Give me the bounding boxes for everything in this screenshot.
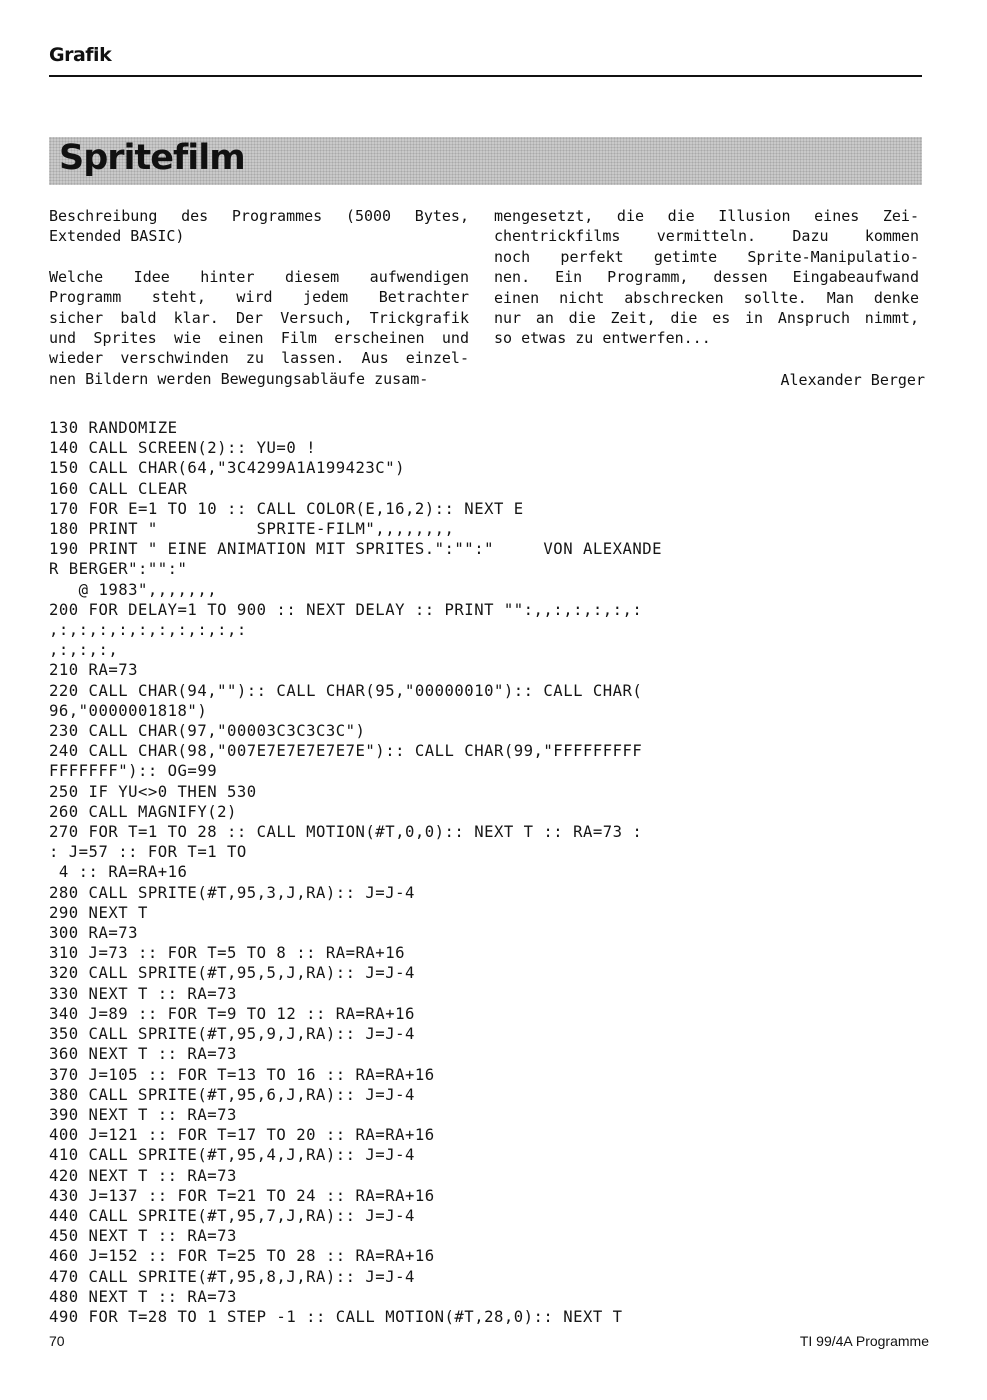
code-line: ,:,:,:, <box>49 641 119 660</box>
code-line: 360 NEXT T :: RA=73 <box>49 1045 237 1064</box>
text-line: Programm steht, wird jedem Betrachter <box>49 288 469 307</box>
text-line: so etwas zu entwerfen... <box>494 329 711 348</box>
title-band <box>49 137 922 185</box>
code-line: 210 RA=73 <box>49 661 138 680</box>
text-line: chentrickfilms vermitteln. Dazu kommen <box>494 227 919 246</box>
code-line: 240 CALL CHAR(98,"007E7E7E7E7E7E"):: CALL CHAR(99,"FFFFFFFFF <box>49 742 643 761</box>
text-line: wieder verschwinden zu lassen. Aus einzel- <box>49 349 469 368</box>
left-text-column <box>49 206 469 409</box>
section-label: Grafik <box>49 44 112 66</box>
code-line: 290 NEXT T <box>49 903 148 922</box>
text-line: mengesetzt, die die Illusion eines Zei- <box>494 207 919 225</box>
code-line: 130 RANDOMIZE <box>49 419 178 437</box>
right-text-column <box>494 206 919 369</box>
code-line: 4 :: RA=RA+16 <box>49 863 188 882</box>
book-title: TI 99/4A Programme <box>799 1333 929 1349</box>
page-number: 70 <box>49 1333 65 1349</box>
code-line: 450 NEXT T :: RA=73 <box>49 1227 237 1246</box>
code-line: 480 NEXT T :: RA=73 <box>49 1287 237 1306</box>
code-line: 390 NEXT T :: RA=73 <box>49 1105 237 1124</box>
code-line: 170 FOR E=1 TO 10 :: CALL COLOR(E,16,2):: NEXT E <box>49 499 524 518</box>
code-line: 160 CALL CLEAR <box>49 479 188 498</box>
code-line: 410 CALL SPRITE(#T,95,4,J,RA):: J=J-4 <box>49 1146 415 1165</box>
code-line: 350 CALL SPRITE(#T,95,9,J,RA):: J=J-4 <box>49 1025 415 1044</box>
code-line: 260 CALL MAGNIFY(2) <box>49 802 237 821</box>
code-line: 490 FOR T=28 TO 1 STEP -1 :: CALL MOTION(#T,28,0):: NEXT T <box>49 1307 623 1326</box>
text-line: nur an die Zeit, die es in Anspruch nimmt, <box>494 309 919 328</box>
code-line: 300 RA=73 <box>49 924 138 943</box>
code-line: 400 J=121 :: FOR T=17 TO 20 :: RA=RA+16 <box>49 1126 435 1145</box>
code-line: 96,"0000001818") <box>49 701 208 720</box>
code-line: 380 CALL SPRITE(#T,95,6,J,RA):: J=J-4 <box>49 1085 415 1104</box>
code-line: 420 NEXT T :: RA=73 <box>49 1166 237 1185</box>
code-line: 150 CALL CHAR(64,"3C4299A1A199423C") <box>49 459 405 478</box>
basic-program-listing <box>49 418 929 1327</box>
code-line: : J=57 :: FOR T=1 TO <box>49 843 247 862</box>
paragraph <box>49 267 469 389</box>
text-line: nen. Ein Programm, dessen Eingabeaufwand <box>494 268 919 287</box>
code-line: 460 J=152 :: FOR T=25 TO 28 :: RA=RA+16 <box>49 1247 435 1266</box>
code-line: 370 J=105 :: FOR T=13 TO 16 :: RA=RA+16 <box>49 1065 435 1084</box>
author-name: Alexander Berger <box>780 371 925 389</box>
text-line: noch perfekt getimte Sprite-Manipulatio- <box>494 247 919 266</box>
code-line: 230 CALL CHAR(97,"00003C3C3C3C") <box>49 722 366 741</box>
article-title: Spritefilm <box>59 138 245 178</box>
header-rule <box>49 75 922 77</box>
code-line: 470 CALL SPRITE(#T,95,8,J,RA):: J=J-4 <box>49 1267 415 1286</box>
code-line: 320 CALL SPRITE(#T,95,5,J,RA):: J=J-4 <box>49 964 415 983</box>
code-line: 140 CALL SCREEN(2):: YU=0 ! <box>49 439 316 458</box>
text-line: Welche Idee hinter diesem aufwendigen <box>49 267 469 286</box>
code-line: 330 NEXT T :: RA=73 <box>49 984 237 1003</box>
code-line: 440 CALL SPRITE(#T,95,7,J,RA):: J=J-4 <box>49 1206 415 1225</box>
code-line: 190 PRINT " EINE ANIMATION MIT SPRITES.":"":" VON ALEXANDE <box>49 540 663 559</box>
code-line: 270 FOR T=1 TO 28 :: CALL MOTION(#T,0,0):: NEXT T :: RA=73 : <box>49 823 643 842</box>
code-line: 180 PRINT " SPRITE-FILM",,,,,,,, <box>49 520 455 539</box>
code-line: ,:,:,:,:,:,:,:,:,:,: <box>49 621 247 640</box>
text-line: Beschreibung des Programmes (5000 Bytes, <box>49 207 469 225</box>
code-line: 430 J=137 :: FOR T=21 TO 24 :: RA=RA+16 <box>49 1186 435 1205</box>
text-line: sicher bald klar. Der Versuch, Trickgrafik <box>49 308 469 327</box>
text-line: Extended BASIC) <box>49 227 185 246</box>
text-line: und Sprites wie einen Film erscheinen und <box>49 329 469 348</box>
code-line: R BERGER":"":" <box>49 560 188 579</box>
code-line: @ 1983",,,,,,, <box>49 580 218 599</box>
paragraph <box>494 206 919 349</box>
code-line: FFFFFFF"):: OG=99 <box>49 762 218 781</box>
code-line: 250 IF YU<>0 THEN 530 <box>49 782 257 801</box>
code-line: 340 J=89 :: FOR T=9 TO 12 :: RA=RA+16 <box>49 1004 415 1023</box>
text-line: nen Bildern werden Bewegungsabläufe zusam- <box>49 369 429 388</box>
code-line: 280 CALL SPRITE(#T,95,3,J,RA):: J=J-4 <box>49 883 415 902</box>
code-line: 200 FOR DELAY=1 TO 900 :: NEXT DELAY :: PRINT "":,,:,:,:,:,: <box>49 600 643 619</box>
paragraph <box>49 206 469 247</box>
code-line: 310 J=73 :: FOR T=5 TO 8 :: RA=RA+16 <box>49 944 405 963</box>
text-line: einen nicht abschrecken sollte. Man denke <box>494 288 919 307</box>
code-line: 220 CALL CHAR(94,""):: CALL CHAR(95,"00000010"):: CALL CHAR( <box>49 681 643 700</box>
